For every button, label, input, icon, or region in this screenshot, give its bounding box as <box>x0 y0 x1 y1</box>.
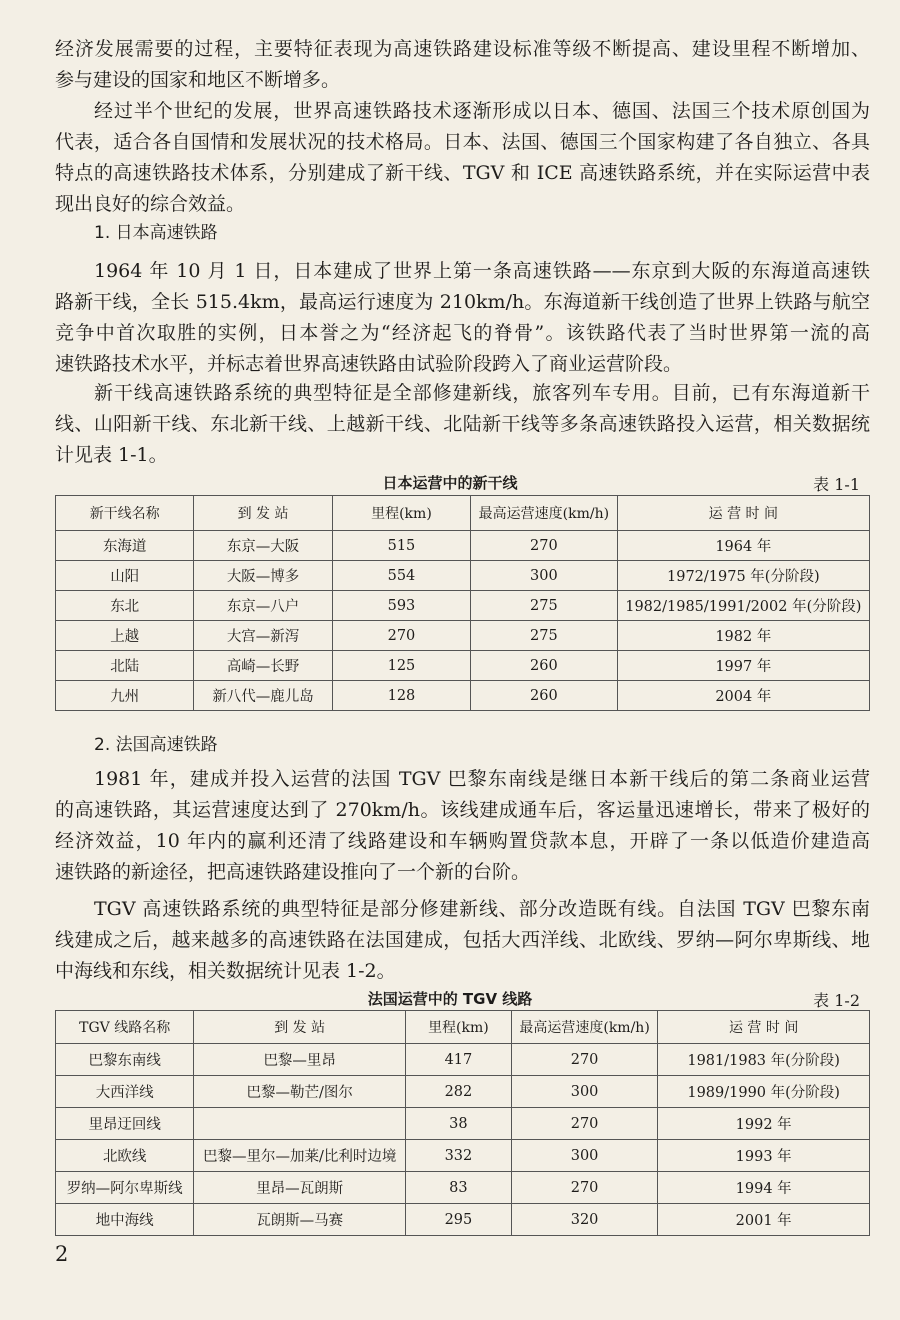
table-cell: 2004 年 <box>617 681 869 711</box>
table-cell: 1993 年 <box>658 1140 870 1172</box>
column-header: 里程(km) <box>332 496 470 531</box>
paragraph-line: 1964 年 10 月 1 日，日本建成了世界上第一条高速铁路——东京到大阪的东海道高速铁 <box>94 260 870 282</box>
table-cell: 260 <box>471 681 618 711</box>
column-header: 到 发 站 <box>194 1011 406 1044</box>
table-cell: 高崎—长野 <box>194 651 332 681</box>
table2-caption: 法国运营中的 TGV 线路 <box>367 990 533 1008</box>
table-cell: 1989/1990 年(分阶段) <box>658 1076 870 1108</box>
paragraph-line: 速铁路的新途径，把高速铁路建设推向了一个新的台阶。 <box>55 861 531 883</box>
table-cell: 1994 年 <box>658 1172 870 1204</box>
paragraph-line: TGV 高速铁路系统的典型特征是部分修建新线、部分改造既有线。自法国 TGV 巴黎东南 <box>94 898 870 920</box>
table-cell: 1997 年 <box>617 651 869 681</box>
table-cell: 320 <box>511 1204 658 1236</box>
table-cell: 1982 年 <box>617 621 869 651</box>
table-cell: 270 <box>511 1044 658 1076</box>
table-cell: 275 <box>471 591 618 621</box>
page-number: 2 <box>55 1242 69 1266</box>
table-cell: 300 <box>511 1140 658 1172</box>
table-cell: 128 <box>332 681 470 711</box>
paragraph-line: 速铁路技术水平，并标志着世界高速铁路由试验阶段跨入了商业运营阶段。 <box>55 353 683 375</box>
table-cell <box>194 1108 406 1140</box>
table-cell: 83 <box>406 1172 512 1204</box>
paragraph-line: 线、山阳新干线、东北新干线、上越新干线、北陆新干线等多条高速铁路投入运营，相关数据统 <box>55 413 870 435</box>
table1-number: 表 1-1 <box>813 475 860 494</box>
table-row <box>56 1108 870 1140</box>
paragraph-line: 经过半个世纪的发展，世界高速铁路技术逐渐形成以日本、德国、法国三个技术原创国为 <box>94 100 870 122</box>
table-cell: 东京—八户 <box>194 591 332 621</box>
table-cell: 270 <box>511 1172 658 1204</box>
table-cell: 38 <box>406 1108 512 1140</box>
table-cell: 1964 年 <box>617 531 869 561</box>
table-cell: 270 <box>511 1108 658 1140</box>
column-header: 里程(km) <box>406 1011 512 1044</box>
table-japan-shinkansen <box>55 495 870 711</box>
table-cell: 270 <box>332 621 470 651</box>
table-cell: 里昂—瓦朗斯 <box>194 1172 406 1204</box>
table-row <box>56 561 870 591</box>
table-row <box>56 1044 870 1076</box>
column-header: 最高运营速度(km/h) <box>471 496 618 531</box>
table-cell: 东京—大阪 <box>194 531 332 561</box>
table-cell: 地中海线 <box>56 1204 194 1236</box>
table1-caption: 日本运营中的新干线 <box>382 474 518 492</box>
table-cell: 里昂迂回线 <box>56 1108 194 1140</box>
table-cell: 1982/1985/1991/2002 年(分阶段) <box>617 591 869 621</box>
paragraph-line: 竞争中首次取胜的实例，日本誉之为“经济起飞的脊骨”。该铁路代表了当时世界第一流的高 <box>55 322 870 344</box>
table-row <box>56 1172 870 1204</box>
table-cell: 270 <box>471 531 618 561</box>
paragraph-line: 中海线和东线，相关数据统计见表 1-2。 <box>55 960 396 982</box>
table-cell: 大西洋线 <box>56 1076 194 1108</box>
table-row <box>56 531 870 561</box>
section-heading-japan: 1. 日本高速铁路 <box>94 223 218 243</box>
table-cell: 东海道 <box>56 531 194 561</box>
table-france-tgv <box>55 1010 870 1236</box>
paragraph-line: 参与建设的国家和地区不断增多。 <box>55 69 341 91</box>
table-cell: 北欧线 <box>56 1140 194 1172</box>
section-heading-france: 2. 法国高速铁路 <box>94 735 218 755</box>
table-cell: 大宫—新泻 <box>194 621 332 651</box>
table-cell: 125 <box>332 651 470 681</box>
table-row <box>56 1140 870 1172</box>
table-cell: 罗纳—阿尔卑斯线 <box>56 1172 194 1204</box>
table-cell: 瓦朗斯—马赛 <box>194 1204 406 1236</box>
paragraph-line: 现出良好的综合效益。 <box>55 193 246 215</box>
table-cell: 593 <box>332 591 470 621</box>
column-header: 最高运营速度(km/h) <box>511 1011 658 1044</box>
table-cell: 九州 <box>56 681 194 711</box>
paragraph-line: 经济效益，10 年内的赢利还清了线路建设和车辆购置贷款本息，开辟了一条以低造价建造高 <box>55 830 870 852</box>
table-cell: 1992 年 <box>658 1108 870 1140</box>
table-cell: 515 <box>332 531 470 561</box>
table-cell: 332 <box>406 1140 512 1172</box>
table-cell: 上越 <box>56 621 194 651</box>
table-header-row <box>56 1011 870 1044</box>
column-header: 运 营 时 间 <box>617 496 869 531</box>
table2-number: 表 1-2 <box>813 991 860 1010</box>
table-cell: 1981/1983 年(分阶段) <box>658 1044 870 1076</box>
paragraph-line: 特点的高速铁路技术体系，分别建成了新干线、TGV 和 ICE 高速铁路系统，并在实际运营中表 <box>55 162 870 184</box>
table-cell: 275 <box>471 621 618 651</box>
column-header: 运 营 时 间 <box>658 1011 870 1044</box>
paragraph-line: 经济发展需要的过程，主要特征表现为高速铁路建设标准等级不断提高、建设里程不断增加、 <box>55 38 870 60</box>
table-cell: 东北 <box>56 591 194 621</box>
column-header: 到 发 站 <box>194 496 332 531</box>
table-cell: 新八代—鹿儿岛 <box>194 681 332 711</box>
table-cell: 554 <box>332 561 470 591</box>
table-cell: 300 <box>511 1076 658 1108</box>
table-row <box>56 651 870 681</box>
table-cell: 300 <box>471 561 618 591</box>
table-cell: 山阳 <box>56 561 194 591</box>
table-cell: 大阪—博多 <box>194 561 332 591</box>
table-cell: 1972/1975 年(分阶段) <box>617 561 869 591</box>
table-row <box>56 591 870 621</box>
table-cell: 417 <box>406 1044 512 1076</box>
paragraph-line: 计见表 1-1。 <box>55 444 168 466</box>
table-cell: 巴黎—勒芒/图尔 <box>194 1076 406 1108</box>
paragraph-line: 路新干线，全长 515.4km，最高运行速度为 210km/h。东海道新干线创造了世界上铁路与航空 <box>55 291 870 313</box>
table-cell: 巴黎—里尔—加莱/比利时边境 <box>194 1140 406 1172</box>
paragraph-line: 线建成之后，越来越多的高速铁路在法国建成，包括大西洋线、北欧线、罗纳—阿尔卑斯线、地 <box>55 929 870 951</box>
table-cell: 295 <box>406 1204 512 1236</box>
table-cell: 282 <box>406 1076 512 1108</box>
table-cell: 260 <box>471 651 618 681</box>
table-cell: 巴黎—里昂 <box>194 1044 406 1076</box>
table-row <box>56 621 870 651</box>
paragraph-line: 1981 年，建成并投入运营的法国 TGV 巴黎东南线是继日本新干线后的第二条商业运营 <box>94 768 870 790</box>
table-row <box>56 681 870 711</box>
table-cell: 巴黎东南线 <box>56 1044 194 1076</box>
table-cell: 北陆 <box>56 651 194 681</box>
column-header: 新干线名称 <box>56 496 194 531</box>
column-header: TGV 线路名称 <box>56 1011 194 1044</box>
table-header-row <box>56 496 870 531</box>
table-cell: 2001 年 <box>658 1204 870 1236</box>
paragraph-line: 的高速铁路，其运营速度达到了 270km/h。该线建成通车后，客运量迅速增长，带来了极好的 <box>55 799 870 821</box>
table-row <box>56 1076 870 1108</box>
paragraph-line: 代表，适合各自国情和发展状况的技术格局。日本、法国、德国三个国家构建了各自独立、各具 <box>55 131 870 153</box>
table-row <box>56 1204 870 1236</box>
paragraph-line: 新干线高速铁路系统的典型特征是全部修建新线，旅客列车专用。目前，已有东海道新干 <box>94 382 870 404</box>
